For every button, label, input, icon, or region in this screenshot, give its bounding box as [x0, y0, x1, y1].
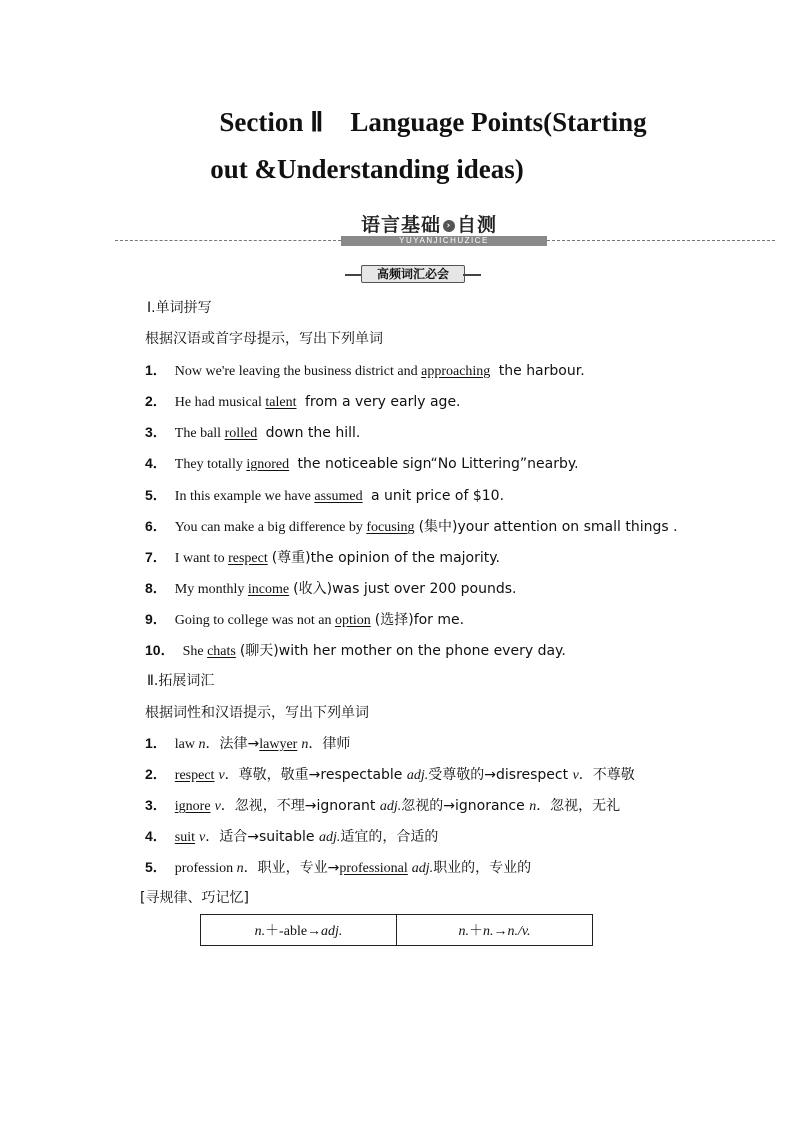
- item-text-after: (选择)for me.: [374, 612, 465, 628]
- subsection-pill: [345, 265, 481, 281]
- item-text: Now we're leaving the business district and: [174, 364, 422, 379]
- item-text: ．忽视，不理→ignorant: [220, 798, 380, 814]
- item-number: 4．: [145, 455, 167, 471]
- item-text-after: the noticeable sign“No Littering”nearby.: [293, 456, 579, 472]
- item-text: 适宜的，合适的: [340, 829, 439, 845]
- part2-item: [145, 764, 635, 784]
- part2-item: [145, 795, 620, 815]
- item-pos: n: [301, 737, 309, 752]
- item-answer: ignore: [174, 799, 211, 814]
- item-answer: income: [247, 582, 290, 597]
- item-text: She: [182, 644, 208, 659]
- item-text: 忽视的→ignorance: [401, 798, 530, 814]
- item-text-after: (收入)was just over 200 pounds.: [293, 581, 517, 597]
- part1-item: [145, 640, 566, 660]
- item-pos: adj.: [406, 768, 429, 783]
- banner-heading-b: 自测: [457, 214, 498, 236]
- banner-heading: [361, 210, 497, 237]
- item-text: They totally: [174, 457, 247, 472]
- item-answer: respect: [228, 551, 268, 566]
- item-number: 6．: [145, 518, 167, 534]
- item-word: law: [174, 737, 199, 752]
- item-number: 10．: [145, 642, 175, 658]
- item-text-after: (集中)your attention on small things .: [418, 519, 678, 535]
- item-text: ．忽视，无礼: [536, 798, 621, 814]
- part1-item: [145, 453, 579, 473]
- item-word: profession: [174, 861, 237, 876]
- item-text-after: (尊重)the opinion of the majority.: [271, 550, 500, 566]
- item-text: ．适合→suitable: [205, 829, 319, 845]
- item-number: 8．: [145, 580, 167, 596]
- page-title-line2: out &Understanding ideas): [210, 154, 524, 184]
- banner-subtitle: YUYANJICHUZICE: [341, 236, 547, 246]
- item-answer: assumed: [314, 489, 363, 504]
- part1-item: [145, 485, 504, 505]
- item-pos: v: [218, 768, 225, 783]
- part2-item: [145, 826, 438, 846]
- item-number: 1．: [145, 362, 167, 378]
- banner-heading-a: 语言基础: [361, 214, 442, 236]
- part1-item: [145, 516, 678, 536]
- item-text: ．职业，专业→: [243, 860, 340, 876]
- item-text: ．律师: [308, 736, 351, 752]
- item-text: The ball: [174, 426, 225, 441]
- item-answer: respect: [174, 768, 215, 783]
- item-number: 7．: [145, 549, 167, 565]
- pill-line-right: [463, 274, 481, 276]
- section-banner: [115, 214, 775, 254]
- item-text-after: a unit price of $10.: [366, 488, 505, 504]
- part2-item: [145, 733, 350, 753]
- item-number: 3．: [145, 424, 167, 440]
- part2-instruction: 根据词性和汉语提示，写出下列单词: [145, 705, 369, 721]
- part1-item: [145, 391, 461, 411]
- part1-heading: Ⅰ.单词拼写: [147, 300, 212, 316]
- part1-item: [145, 609, 464, 629]
- item-number: 2．: [145, 393, 167, 409]
- item-text: In this example we have: [174, 489, 315, 504]
- item-answer: talent: [265, 395, 297, 410]
- item-answer: option: [334, 613, 371, 628]
- rule-cell-1: n.＋-able→adj.: [201, 915, 397, 946]
- item-text-after: (聊天)with her mother on the phone every day.: [239, 643, 566, 659]
- item-text-after: from a very early age.: [300, 394, 461, 410]
- part1-item: [145, 578, 517, 598]
- item-answer: ignored: [246, 457, 290, 472]
- item-text: ．尊敬，敬重→respectable: [224, 767, 407, 783]
- item-answer: suit: [174, 830, 196, 845]
- item-text-after: the harbour.: [494, 363, 585, 379]
- item-pos: v: [199, 830, 206, 845]
- item-answer: focusing: [366, 520, 415, 535]
- item-text: ．不尊敬: [578, 767, 635, 783]
- rule-table: [200, 914, 593, 946]
- item-text: He had musical: [174, 395, 266, 410]
- part2-heading: Ⅱ.拓展词汇: [147, 673, 215, 689]
- item-text: ．法律→: [205, 736, 260, 752]
- rule-cell-2: n.＋n.→n./v.: [397, 915, 593, 946]
- item-number: 9．: [145, 611, 167, 627]
- item-pos: v: [572, 768, 579, 783]
- item-pos: adj.: [411, 861, 434, 876]
- item-answer: professional: [339, 861, 408, 876]
- item-text: I want to: [174, 551, 229, 566]
- part1-item: [145, 360, 585, 380]
- item-text-after: down the hill.: [261, 425, 361, 441]
- part2-item: [145, 857, 531, 877]
- part1-item: [145, 547, 500, 567]
- item-pos: n: [236, 861, 244, 876]
- item-pos: v: [214, 799, 221, 814]
- item-text: You can make a big difference by: [174, 520, 367, 535]
- item-number: 2．: [145, 766, 167, 782]
- pill-label: 高频词汇必会: [361, 265, 465, 283]
- item-pos: adj.: [379, 799, 402, 814]
- item-pos: adj.: [318, 830, 341, 845]
- item-answer: lawyer: [259, 737, 298, 752]
- item-number: 5．: [145, 487, 167, 503]
- memo-label: [寻规律、巧记忆]: [140, 890, 249, 906]
- banner-divider-left: [115, 240, 341, 241]
- part1-instruction: 根据汉语或首字母提示，写出下列单词: [145, 331, 383, 347]
- part1-item: [145, 422, 360, 442]
- item-number: 3．: [145, 797, 167, 813]
- item-text: My monthly: [174, 582, 248, 597]
- item-answer: chats: [207, 644, 236, 659]
- banner-divider-right: [547, 240, 775, 241]
- item-answer: rolled: [224, 426, 258, 441]
- chevron-right-icon: ›: [443, 220, 455, 232]
- item-text: Going to college was not an: [174, 613, 335, 628]
- item-pos: n: [198, 737, 206, 752]
- page-title-line1: Section Ⅱ Language Points(Starting: [219, 107, 647, 137]
- item-pos: n: [529, 799, 537, 814]
- item-number: 5．: [145, 859, 167, 875]
- item-text: 受尊敬的→disrespect: [428, 767, 573, 783]
- item-answer: approaching: [421, 364, 491, 379]
- item-number: 1．: [145, 735, 167, 751]
- item-text: 职业的，专业的: [433, 860, 532, 876]
- item-number: 4．: [145, 828, 167, 844]
